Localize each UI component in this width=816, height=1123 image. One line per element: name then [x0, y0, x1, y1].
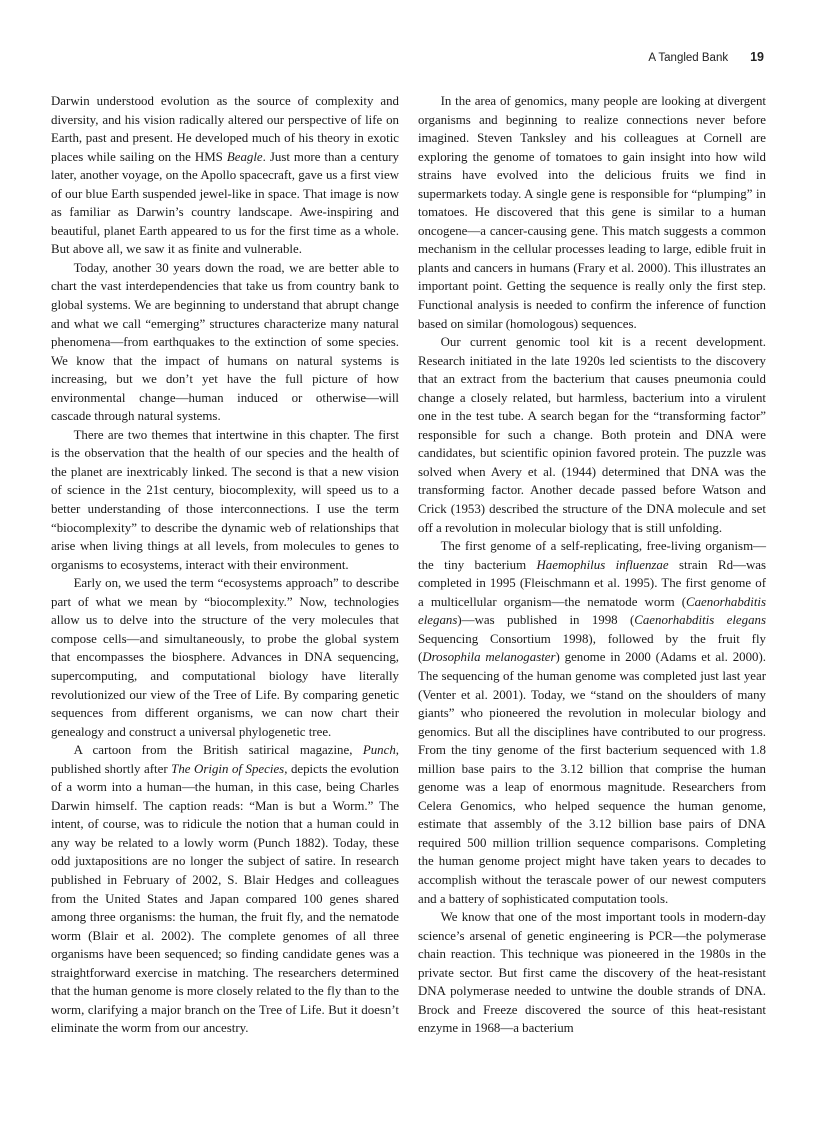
right-column	[418, 92, 766, 1038]
paragraph: Our current genomic tool kit is a recent development. Research initiated in the late 1920s led scientists to the discovery that an extract from the bacterium that causes pneumonia could change a closely related, but harmless, bacterium into a virulent one in the test tube. A search began for the “transforming factor” responsible for such a change. Both protein and DNA were candidates, but scientific opinion favored protein. The puzzle was solved when Avery et al. (1944) determined that DNA was the transforming factor. Another decade passed before Watson and Crick (1953) described the structure of the DNA molecule and set off a revolution in molecular biology that is still unfolding.	[418, 335, 766, 535]
body-text	[51, 92, 766, 1038]
paragraph: Today, another 30 years down the road, we are better able to chart the vast interdependencies that take us from country bank to global systems. We are beginning to understand that abrupt change and what we call “emerging” structures characterize many natural phenomena—from earthquakes to the extinction of some species. We know that the impact of humans on natural systems is increasing, but we don’t yet have the full picture of how environmental change—human induced or otherwise—will cascade through natural systems.	[51, 260, 399, 424]
left-column	[51, 92, 399, 1038]
paragraph: Darwin understood evolution as the source of complexity and diversity, and his vision radically altered our perspective of life on Earth, past and present. He developed much of his theory in exotic places while sailing on the HMS Beagle. Just more than a century later, another voyage, on the Apollo spacecraft, gave us a first view of our blue Earth suspended jewel-like in space. That image is now as familiar as Darwin’s country landscape. Awe-inspiring and beautiful, planet Earth appeared to us for the first time as a whole. But above all, we saw it as finite and vulnerable.	[51, 94, 400, 257]
paragraph: Early on, we used the term “ecosystems approach” to describe part of what we mean by “biocomplexity.” Now, technologies allow us to delve into the structure of the very molecules that compose cells—and simultaneously, to probe the global system that encompasses the biosphere. Advances in DNA sequencing, supercomputing, and computational biology have literally revolutionized our view of the Tree of Life. By comparing genetic sequences from different organisms, we can now chart their genealogy and construct a universal phylogenetic tree.	[51, 576, 399, 739]
paragraph: A cartoon from the British satirical magazine, Punch, published shortly after The Origin of Species, depicts the evolution of a worm into a human—the human, in this case, being Charles Darwin himself. The caption reads: “Man is but a Worm.” The intent, of course, was to ridicule the notion that a human could in any way be related to a lowly worm (Punch 1882). Today, these odd juxtapositions are no longer the subject of satire. In research published in February of 2002, S. Blair Hedges and colleagues from the United States and Japan compared 100 genes shared among three organisms: the human, the fruit fly, and the nematode worm (Blair et al. 2002). The complete genomes of all three organisms have been sequenced; so finding candidate genes was a straightforward exercise in matching. The researchers determined that the human genome is more closely related to the fly than to the worm, clarifying a major branch on the Tree of Life. But it doesn’t eliminate the worm from our ancestry.	[51, 743, 399, 1036]
running-head	[648, 50, 764, 64]
paragraph: There are two themes that intertwine in this chapter. The first is the observation that the health of our species and the health of the planet are inextricably linked. The second is that a new vision of science in the 21st century, biocomplexity, will speed us to a better understanding of those interconnections. I use the term “biocomplexity” to describe the dynamic web of relationships that arise when living things at all levels, from molecules to genes to organisms to ecosystems, interact with their environment.	[51, 427, 399, 572]
paragraph: The first genome of a self-replicating, free-living organism—the tiny bacterium Haemophilus influenzae strain Rd—was completed in 1995 (Fleischmann et al. 1995). The first genome of a multicellular organism—the nematode worm (Caenorhabditis elegans)—was published in 1998 (Caenorhabditis elegans Sequencing Consortium 1998), followed by the fruit fly (Drosophila melanogaster) genome in 2000 (Adams et al. 2000). The sequencing of the human genome was completed just last year (Venter et al. 2001). Today, we “stand on the shoulders of many giants” who pioneered the revolution in molecular biology and genomics. But all the disciplines have contributed to our progress. From the tiny genome of the first bacterium sequenced with 1.8 million base pairs to the 3.12 billion that comprise the human genome was a leap of enormous magnitude. Researchers from Celera Genomics, who helped sequence the human genome, estimate that assembly of the 3.12 billion base pairs of DNA required 500 million trillion sequence comparisons. Completing the human genome project might have taken years to decades to accomplish without the terascale power of our newest computers and a battery of sophisticated computation tools.	[418, 539, 766, 906]
book-title: A Tangled Bank	[648, 52, 729, 64]
paragraph: We know that one of the most important tools in modern-day science’s arsenal of genetic engineering is PCR—the polymerase chain reaction. This technique was pioneered in the 1980s in the private sector. But first came the discovery of the heat-resistant DNA polymerase needed to untwine the double strands of DNA. Brock and Freeze discovered the source of this heat-resistant enzyme in 1968—a bacterium	[418, 910, 766, 1036]
paragraph: In the area of genomics, many people are looking at divergent organisms and beginning to realize connections never before imagined. Steven Tanksley and his colleagues at Cornell are exploring the genome of tomatoes to gain insight into how wild strains have evolved into the delicious fruits we find in supermarkets today. A single gene is responsible for “plumping” in tomatoes. He discovered that this gene is similar to a human oncogene—a cancer-causing gene. This match suggests a common mechanism in the cellular processes leading to large, edible fruit in plants and cancers in humans (Frary et al. 2000). This illustrates an important point. Getting the sequence is really only the first step. Functional analysis is needed to confirm the inference of function based on similar (homologous) sequences.	[418, 94, 766, 331]
page-number: 19	[750, 50, 764, 64]
